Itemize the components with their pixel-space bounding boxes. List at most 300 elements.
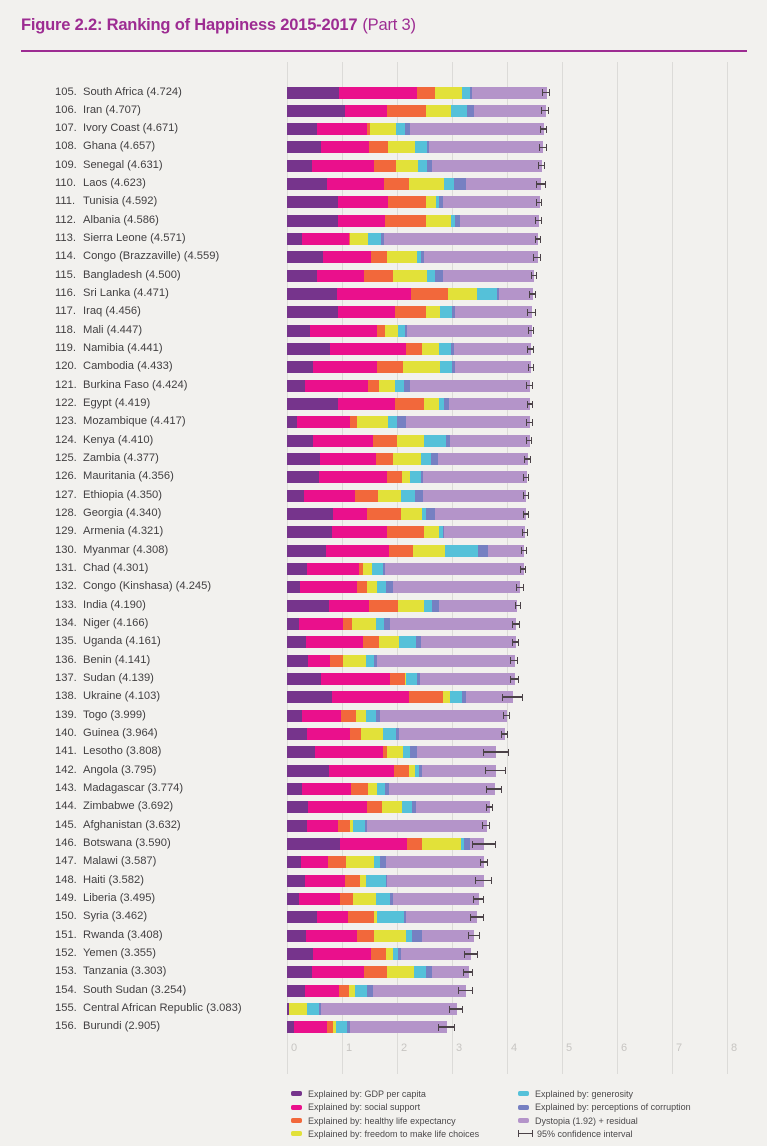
bar-segment-healthy_life_expectancy [387,526,424,538]
bar-segment-corruption [478,545,488,557]
bar-segment-freedom [379,380,394,392]
country-rank: 122. [55,397,77,410]
legend-label: Explained by: GDP per capita [308,1089,426,1099]
bar-segment-generosity [421,453,431,465]
bar-segment-healthy_life_expectancy [348,911,374,923]
country-name-score: Burkina Faso (4.424) [83,378,188,391]
country-rank: 126. [55,470,77,483]
bar-segment-gdp_per_capita [287,581,300,593]
bar-segment-healthy_life_expectancy [411,288,448,300]
bar-segment-generosity [427,270,436,282]
stacked-bar [287,930,474,942]
bar-segment-social_support [345,105,387,117]
stacked-bar [287,985,466,997]
bar-segment-social_support [304,490,355,502]
bar-segment-freedom [388,141,414,153]
country-rank: 127. [55,488,77,501]
bar-segment-social_support [306,930,357,942]
country-name-score: Laos (4.623) [83,177,146,190]
country-rank: 150. [55,910,77,923]
stacked-bar [287,490,526,502]
bar-segment-generosity [383,728,396,740]
bar-segment-healthy_life_expectancy [363,636,379,648]
stacked-bar [287,911,477,923]
country-row-label [55,1002,242,1015]
country-rank: 112. [55,213,76,226]
confidence-interval-whisker [531,272,537,279]
bar-segment-healthy_life_expectancy [369,141,388,153]
bar-segment-freedom [422,343,439,355]
x-axis-tick-label: 5 [566,1042,573,1054]
confidence-interval-whisker [482,822,490,829]
country-name-score: Kenya (4.410) [83,433,154,446]
bar-segment-freedom [356,710,366,722]
bar-segment-freedom [357,416,387,428]
confidence-interval-whisker [526,419,533,426]
bar-segment-freedom [396,160,418,172]
country-row-label [55,562,148,575]
country-row-label [55,379,187,392]
bar-segment-freedom [426,196,436,208]
stacked-bar [287,618,516,630]
bar-segment-freedom [385,325,398,337]
bar-segment-gdp_per_capita [287,87,339,99]
bar-segment-social_support [302,233,349,245]
stacked-bar [287,765,496,777]
bar-segment-freedom [374,930,406,942]
country-row-label [55,86,182,99]
country-name-score: Niger (4.166) [83,617,149,630]
bar-segment-corruption [410,746,417,758]
stacked-bar [287,141,543,153]
country-name-score: Mali (4.447) [83,323,143,336]
country-row-label [55,635,161,648]
stacked-bar [287,581,520,593]
bar-segment-freedom [346,856,374,868]
country-rank: 114. [55,250,76,263]
bar-segment-social_support [332,691,410,703]
confidence-interval-whisker [538,162,545,169]
bar-segment-corruption [412,930,422,942]
x-axis-tick-label: 4 [511,1042,518,1054]
country-row-label [55,360,173,373]
stacked-bar [287,233,538,245]
stacked-bar [287,856,484,868]
stacked-bar [287,1021,447,1033]
bar-segment-dystopia_residual [444,526,525,538]
bar-segment-social_support [306,636,363,648]
bar-segment-gdp_per_capita [287,728,307,740]
bar-segment-freedom [426,306,440,318]
bar-segment-healthy_life_expectancy [395,398,424,410]
confidence-interval-whisker [535,236,542,243]
confidence-interval-whisker [522,529,528,536]
bar-segment-dystopia_residual [410,380,530,392]
country-row-label [55,434,153,447]
bar-segment-dystopia_residual [422,930,474,942]
country-name-score: Georgia (4.340) [83,507,162,520]
bar-segment-healthy_life_expectancy [371,948,386,960]
country-row-label [55,104,141,117]
country-name-score: Togo (3.999) [83,708,146,721]
country-rank: 155. [55,1002,77,1014]
confidence-interval-whisker [512,621,520,628]
country-rank: 152. [55,947,77,959]
country-name-score: Congo (Kinshasa) (4.245) [83,580,212,593]
bar-segment-gdp_per_capita [287,746,315,758]
country-rank: 124. [55,433,77,446]
country-rank: 125. [55,452,77,465]
bar-segment-social_support [299,618,344,630]
country-row-label [55,525,163,538]
country-row-label [55,1020,160,1033]
country-rank: 142. [55,763,77,776]
bar-segment-dystopia_residual [499,288,533,300]
bar-segment-gdp_per_capita [287,490,304,502]
confidence-interval-whisker [523,474,529,481]
bar-segment-corruption [454,178,466,190]
legend-color-swatch [291,1091,302,1096]
bar-segment-dystopia_residual [488,545,524,557]
country-name-score: Chad (4.301) [83,562,149,575]
bar-segment-healthy_life_expectancy [417,87,435,99]
country-row-label [55,690,160,703]
stacked-bar [287,545,524,557]
bar-segment-gdp_per_capita [287,545,326,557]
bar-segment-corruption [431,453,438,465]
country-row-label [55,342,163,355]
country-rank: 134. [55,617,77,630]
bar-segment-gdp_per_capita [287,270,317,282]
legend-item [291,1129,479,1139]
bar-segment-healthy_life_expectancy [373,435,397,447]
country-name-score: Iraq (4.456) [83,305,141,318]
country-row-label [55,305,141,318]
bar-segment-gdp_per_capita [287,801,308,813]
bar-segment-dystopia_residual [406,911,477,923]
confidence-interval-whisker [510,676,519,683]
bar-segment-gdp_per_capita [287,233,302,245]
bar-segment-generosity [445,545,479,557]
country-row-label [55,580,211,593]
country-row-label [55,654,150,667]
bar-segment-dystopia_residual [454,343,532,355]
bar-segment-freedom [289,1003,307,1015]
bar-segment-gdp_per_capita [287,288,337,300]
bar-segment-freedom [387,966,415,978]
bar-segment-freedom [424,398,439,410]
bar-segment-generosity [414,966,426,978]
legend-item [518,1102,691,1112]
bar-segment-dystopia_residual [386,856,484,868]
stacked-bar [287,435,530,447]
bar-segment-freedom [368,783,377,795]
country-rank: 139. [55,708,77,721]
bar-segment-gdp_per_capita [287,856,301,868]
bar-segment-freedom [426,105,452,117]
stacked-bar [287,801,490,813]
bar-segment-generosity [307,1003,319,1015]
bar-segment-social_support [317,270,364,282]
country-rank: 143. [55,782,77,795]
bar-segment-generosity [398,325,405,337]
bar-segment-gdp_per_capita [287,453,320,465]
bar-segment-social_support [317,123,367,135]
bar-segment-healthy_life_expectancy [409,691,443,703]
bar-segment-gdp_per_capita [287,875,305,887]
bar-segment-gdp_per_capita [287,435,313,447]
stacked-bar [287,471,527,483]
bar-segment-freedom [413,545,445,557]
bar-segment-dystopia_residual [384,233,538,245]
country-name-score: Afghanistan (3.632) [83,818,181,831]
bar-segment-healthy_life_expectancy [350,416,357,428]
bar-segment-generosity [477,288,496,300]
bar-segment-social_support [332,526,387,538]
figure-title-part: (Part 3) [362,16,416,34]
bar-segment-freedom [424,526,439,538]
bar-segment-freedom [403,361,440,373]
bar-segment-generosity [366,710,376,722]
bar-segment-social_support [305,380,368,392]
bar-segment-generosity [415,141,427,153]
country-name-score: South Sudan (3.254) [83,983,187,996]
country-row-label [55,489,162,502]
country-name-score: Madagascar (3.774) [83,782,184,795]
stacked-bar [287,196,540,208]
country-rank: 140. [55,727,77,740]
country-name-score: Rwanda (3.408) [83,928,163,941]
bar-segment-social_support [321,673,390,685]
bar-segment-corruption [435,270,443,282]
bar-segment-social_support [338,306,395,318]
confidence-interval-whisker [470,914,483,921]
bar-segment-healthy_life_expectancy [338,820,351,832]
country-name-score: Angola (3.795) [83,763,157,776]
stacked-bar [287,288,533,300]
country-name-score: Mozambique (4.417) [83,415,186,428]
stacked-bar [287,948,471,960]
country-row-label [55,324,142,337]
country-name-score: Bangladesh (4.500) [83,268,181,281]
stacked-bar [287,746,496,758]
legend-color-swatch [291,1118,302,1123]
x-axis-tick-label: 1 [346,1042,353,1054]
country-rank: 120. [55,360,77,373]
stacked-bar [287,838,484,850]
bar-segment-dystopia_residual [435,508,525,520]
legend-color-swatch [291,1131,302,1136]
bar-segment-freedom [387,746,404,758]
confidence-interval-whisker [523,492,529,499]
confidence-interval-whisker [512,639,519,646]
bar-segment-generosity [406,673,417,685]
bar-segment-generosity [439,343,451,355]
bar-segment-gdp_per_capita [287,160,312,172]
legend-color-swatch [518,1105,529,1110]
bar-segment-generosity [410,471,422,483]
bar-segment-gdp_per_capita [287,655,308,667]
country-name-score: Armenia (4.321) [83,525,164,538]
x-axis-tick-label: 0 [291,1042,298,1054]
stacked-bar [287,636,516,648]
bar-segment-social_support [313,361,376,373]
legend-label: Explained by: healthy life expectancy [308,1115,456,1126]
bar-segment-corruption [467,105,474,117]
stacked-bar [287,655,515,667]
bar-segment-freedom [435,87,463,99]
bar-segment-healthy_life_expectancy [394,765,408,777]
bar-segment-generosity [440,361,452,373]
bar-segment-healthy_life_expectancy [341,710,355,722]
stacked-bar [287,526,525,538]
bar-segment-social_support [321,141,370,153]
bar-segment-freedom [448,288,477,300]
bar-segment-freedom [350,233,368,245]
country-row-label [55,874,144,887]
bar-segment-dystopia_residual [390,618,516,630]
bar-segment-generosity [368,233,381,245]
bar-segment-generosity [424,435,446,447]
bar-segment-dystopia_residual [401,948,471,960]
bar-segment-gdp_per_capita [287,196,338,208]
country-name-score: Lesotho (3.808) [83,745,162,758]
country-name-score: Haiti (3.582) [83,873,144,886]
bar-segment-social_support [302,710,341,722]
bar-segment-dystopia_residual [423,471,526,483]
confidence-interval-whisker [510,657,518,664]
country-row-label [55,764,156,777]
country-rank: 156. [55,1020,77,1033]
country-name-score: Congo (Brazzaville) (4.559) [83,250,220,263]
bar-segment-freedom [363,563,372,575]
bar-segment-healthy_life_expectancy [387,105,426,117]
bar-segment-dystopia_residual [410,123,544,135]
country-name-score: Central African Republic (3.083) [83,1002,242,1014]
country-row-label [55,709,146,722]
bar-segment-generosity [388,416,397,428]
stacked-bar [287,691,513,703]
country-row-label [55,415,186,428]
country-row-label [55,159,163,172]
legend-label: Explained by: generosity [535,1089,634,1099]
legend-label: Explained by: perceptions of corruption [535,1102,691,1113]
bar-segment-social_support [319,471,386,483]
bar-segment-social_support [327,178,385,190]
bar-segment-freedom [409,178,444,190]
bar-segment-gdp_per_capita [287,820,307,832]
legend-item [291,1102,420,1112]
bar-segment-generosity [395,380,404,392]
bar-segment-dystopia_residual [460,215,539,227]
country-row-label [55,855,156,868]
x-axis-tick-label: 6 [621,1042,628,1054]
bar-segment-freedom [426,215,451,227]
country-row-label [55,672,154,685]
country-name-score: Mauritania (4.356) [83,470,174,483]
bar-segment-dystopia_residual [474,105,546,117]
bar-segment-gdp_per_capita [287,838,340,850]
bar-segment-dystopia_residual [393,581,520,593]
country-name-score: Zambia (4.377) [83,452,159,465]
country-rank: 130. [55,543,77,556]
bar-segment-generosity [444,178,454,190]
bar-segment-freedom [382,801,403,813]
bar-segment-gdp_per_capita [287,123,317,135]
country-row-label [55,910,147,923]
country-row-label [55,507,161,520]
bar-segment-healthy_life_expectancy [385,215,426,227]
bar-segment-dystopia_residual [367,820,486,832]
legend-color-swatch [518,1118,529,1123]
bar-segment-corruption [415,490,424,502]
confidence-interval-whisker [533,254,541,261]
bar-segment-social_support [300,581,357,593]
x-gridline [617,62,618,1074]
bar-segment-freedom [387,251,417,263]
country-name-score: Benin (4.141) [83,653,151,666]
bar-segment-gdp_per_capita [287,1021,294,1033]
bar-segment-healthy_life_expectancy [351,783,369,795]
country-rank: 146. [55,837,77,850]
country-rank: 119. [55,342,76,355]
country-rank: 141. [55,745,77,758]
confidence-interval-icon [518,1130,533,1137]
bar-segment-generosity [377,783,385,795]
country-row-label [55,269,181,282]
bar-segment-social_support [338,196,388,208]
country-name-score: Ukraine (4.103) [83,690,161,703]
country-rank: 135. [55,635,77,648]
confidence-interval-whisker [527,401,533,408]
stacked-bar [287,893,479,905]
bar-segment-gdp_per_capita [287,618,299,630]
country-row-label [55,140,155,153]
bar-segment-freedom [352,618,376,630]
bar-segment-social_support [315,746,383,758]
confidence-interval-whisker [485,767,506,774]
bar-segment-freedom [343,655,366,667]
bar-segment-generosity [399,636,416,648]
x-gridline [562,62,563,1074]
stacked-bar [287,398,530,410]
bar-segment-social_support [307,820,338,832]
bar-segment-gdp_per_capita [287,691,332,703]
bar-segment-social_support [329,600,369,612]
bar-segment-healthy_life_expectancy [364,966,387,978]
country-name-score: Tunisia (4.592) [83,195,158,208]
bar-segment-social_support [317,911,347,923]
bar-segment-healthy_life_expectancy [388,196,426,208]
bar-segment-gdp_per_capita [287,966,312,978]
confidence-interval-whisker [528,364,534,371]
country-row-label [55,819,181,832]
bar-segment-social_support [299,893,340,905]
bar-segment-healthy_life_expectancy [364,270,393,282]
bar-segment-freedom [402,471,409,483]
bar-segment-healthy_life_expectancy [367,508,401,520]
bar-segment-freedom [370,123,396,135]
bar-segment-generosity [372,563,382,575]
bar-segment-social_support [339,87,417,99]
confidence-interval-whisker [529,291,536,298]
country-name-score: Zimbabwe (3.692) [83,800,174,813]
country-rank: 115. [55,268,76,281]
bar-segment-dystopia_residual [443,270,534,282]
bar-segment-healthy_life_expectancy [406,343,422,355]
bar-segment-generosity [376,618,384,630]
bar-segment-freedom [397,435,425,447]
